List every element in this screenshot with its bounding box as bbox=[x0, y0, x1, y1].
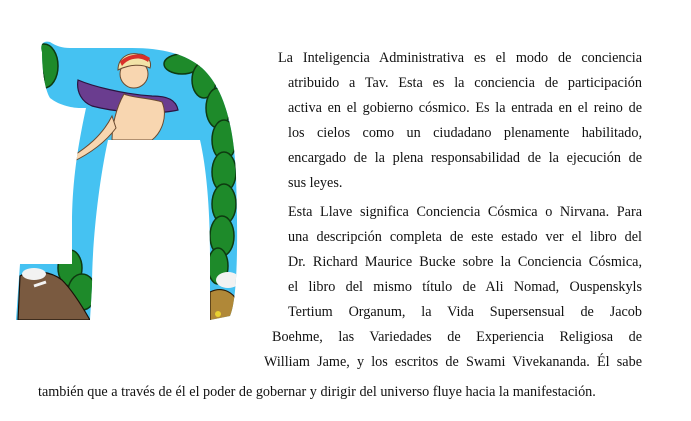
text-line: el libro del mismo título de Ali Nomad, Ouspenskyls bbox=[288, 279, 642, 295]
text-line: Tertium Organum, la Vida Supersensual de Jacob bbox=[288, 304, 642, 320]
text-line: atribuido a Tav. Esta es la conciencia de participación bbox=[288, 75, 642, 91]
text-line: Dr. Richard Maurice Bucke sobre la Conciencia Cósmica, bbox=[288, 254, 642, 270]
text-line-full-width: también que a través de él el poder de gobernar y dirigir del universo fluye hacia la manifestación. bbox=[38, 384, 596, 400]
text-line: los cielos como un ciudadano plenamente habilitado, bbox=[288, 125, 642, 141]
text-line: una descripción completa de este estado ver el libro del bbox=[288, 229, 642, 245]
text-line: sus leyes. bbox=[288, 175, 343, 191]
tav-letter-illustration bbox=[12, 36, 242, 326]
text-line: La Inteligencia Administrativa es el modo de conciencia bbox=[278, 50, 642, 66]
text-line: encargado de la plena responsabilidad de la ejecución de bbox=[288, 150, 642, 166]
text-line: Boehme, las Variedades de Experiencia Religiosa de bbox=[272, 329, 642, 345]
text-line: activa en el gobierno cósmico. Es la entrada en el reino de bbox=[288, 100, 642, 116]
tav-tarot-image bbox=[12, 36, 242, 326]
text-line: Esta Llave significa Conciencia Cósmica o Nirvana. Para bbox=[288, 204, 642, 220]
paragraph-inteligencia-administrativa bbox=[278, 46, 642, 196]
text-line: William Jame, y los escritos de Swami Vivekananda. Él sabe bbox=[264, 354, 642, 370]
paragraph-conciencia-cosmica bbox=[264, 200, 642, 375]
